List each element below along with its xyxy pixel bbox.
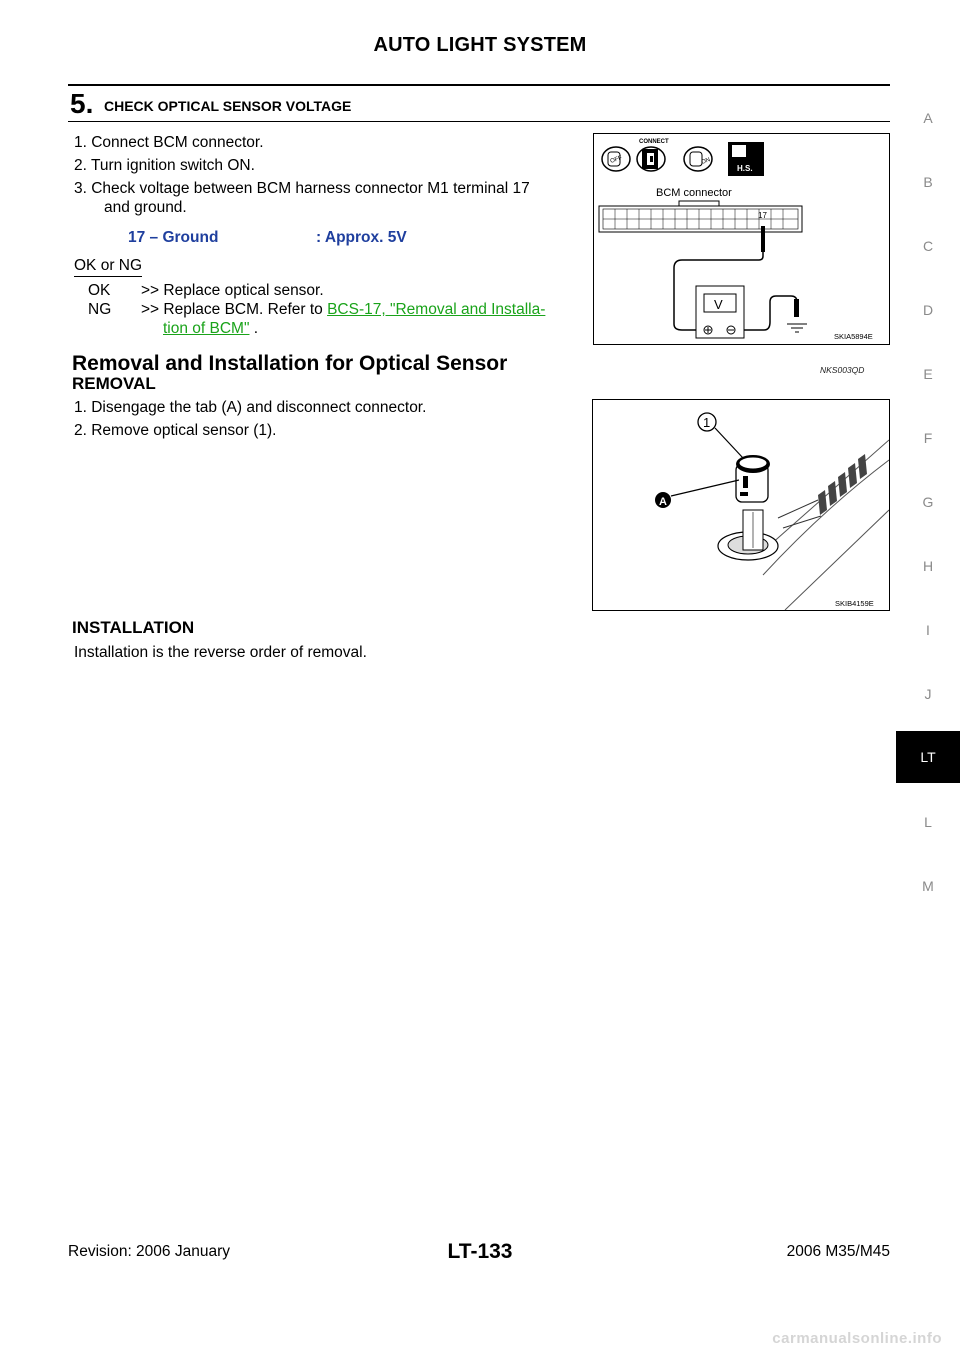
figure-code: SKIB4159E xyxy=(835,599,874,608)
optical-sensor-diagram xyxy=(593,400,889,610)
figure-code: SKIA5894E xyxy=(834,332,873,341)
ng-text-lead: >> Replace BCM. Refer to xyxy=(141,301,323,318)
terminal-17-label: 17 xyxy=(758,211,767,220)
tab-a[interactable]: A xyxy=(923,110,933,126)
optical-sensor-figure xyxy=(592,399,890,611)
ng-text xyxy=(141,300,545,319)
tab-d[interactable]: D xyxy=(922,302,934,318)
bcm-connector-body xyxy=(599,201,802,232)
ground-symbol xyxy=(787,324,807,332)
callout-a-leader xyxy=(671,480,739,496)
ground-probe xyxy=(794,299,799,317)
svg-text:V: V xyxy=(714,297,723,312)
installation-heading: INSTALLATION xyxy=(72,618,195,637)
tab-h[interactable]: H xyxy=(922,558,934,574)
bcs-17-link-cont[interactable]: tion of BCM" xyxy=(163,320,250,337)
svg-text:H.S.: H.S. xyxy=(737,164,753,173)
ng-text-cont xyxy=(163,319,258,338)
bcm-connector-diagram xyxy=(594,134,889,344)
footer-model: 2006 M35/M45 xyxy=(786,1243,890,1260)
connector-icon xyxy=(637,147,665,171)
page-number: LT-133 xyxy=(447,1240,513,1263)
watermark: carmanualsonline.info xyxy=(772,1330,942,1347)
header-rule xyxy=(68,84,890,86)
tab-b[interactable]: B xyxy=(923,174,933,190)
tab-m[interactable]: M xyxy=(922,878,934,894)
connect-label: CONNECT xyxy=(639,139,669,145)
tab-l[interactable]: L xyxy=(924,814,932,830)
bcm-connector-figure xyxy=(593,133,890,345)
svg-text:OFF: OFF xyxy=(609,155,623,165)
removal-item-2: 2. Remove optical sensor (1). xyxy=(74,422,277,439)
tab-i[interactable]: I xyxy=(926,622,930,638)
bcm-connector-label: BCM connector xyxy=(656,187,732,199)
tab-f[interactable]: F xyxy=(923,430,933,446)
removal-item-1: 1. Disengage the tab (A) and disconnect connector. xyxy=(74,399,427,416)
tab-g[interactable]: G xyxy=(922,494,934,510)
tab-j[interactable]: J xyxy=(924,686,932,702)
ok-ng-label: OK or NG xyxy=(74,256,142,277)
ok-text: >> Replace optical sensor. xyxy=(141,282,324,299)
voltmeter-icon xyxy=(696,286,744,338)
ok-label: OK xyxy=(88,282,111,299)
installation-text: Installation is the reverse order of removal. xyxy=(74,644,367,661)
hs-icon xyxy=(728,142,764,176)
step-item-2: 2. Turn ignition switch ON. xyxy=(74,157,255,174)
page-title: AUTO LIGHT SYSTEM xyxy=(373,34,587,56)
optical-sensor-icon xyxy=(736,455,770,502)
spec-terminal: 17 – Ground xyxy=(128,229,219,246)
step-item-3: 3. Check voltage between BCM harness connector M1 terminal 17 xyxy=(74,180,530,197)
callout-a-label: A xyxy=(659,496,667,508)
ng-text-tail: . xyxy=(253,320,259,337)
probe-pin xyxy=(761,226,765,252)
callout-1-label: 1 xyxy=(703,415,711,430)
ignition-off-icon xyxy=(602,147,630,171)
footer-revision: Revision: 2006 January xyxy=(68,1243,230,1260)
ignition-on-icon xyxy=(684,147,712,171)
step-item-3-cont: and ground. xyxy=(104,199,187,216)
defroster-grille xyxy=(818,454,867,515)
removal-heading: REMOVAL xyxy=(72,374,156,393)
tab-e[interactable]: E xyxy=(923,366,933,382)
section-code: NKS003QD xyxy=(820,365,865,375)
step-rule xyxy=(68,121,890,122)
step-title: CHECK OPTICAL SENSOR VOLTAGE xyxy=(104,98,352,114)
spec-value: : Approx. 5V xyxy=(316,229,407,246)
callout-1-leader xyxy=(715,428,743,458)
section-heading: Removal and Installation for Optical Sensor xyxy=(72,352,508,375)
tab-lt[interactable]: LT xyxy=(896,731,960,783)
bcs-17-link[interactable]: BCS-17, "Removal and Installa- xyxy=(327,301,546,318)
ng-label: NG xyxy=(88,301,112,318)
tab-c[interactable]: C xyxy=(922,238,934,254)
step-number: 5. xyxy=(70,88,94,119)
step-item-1: 1. Connect BCM connector. xyxy=(74,134,264,151)
svg-text:ON: ON xyxy=(700,157,712,166)
